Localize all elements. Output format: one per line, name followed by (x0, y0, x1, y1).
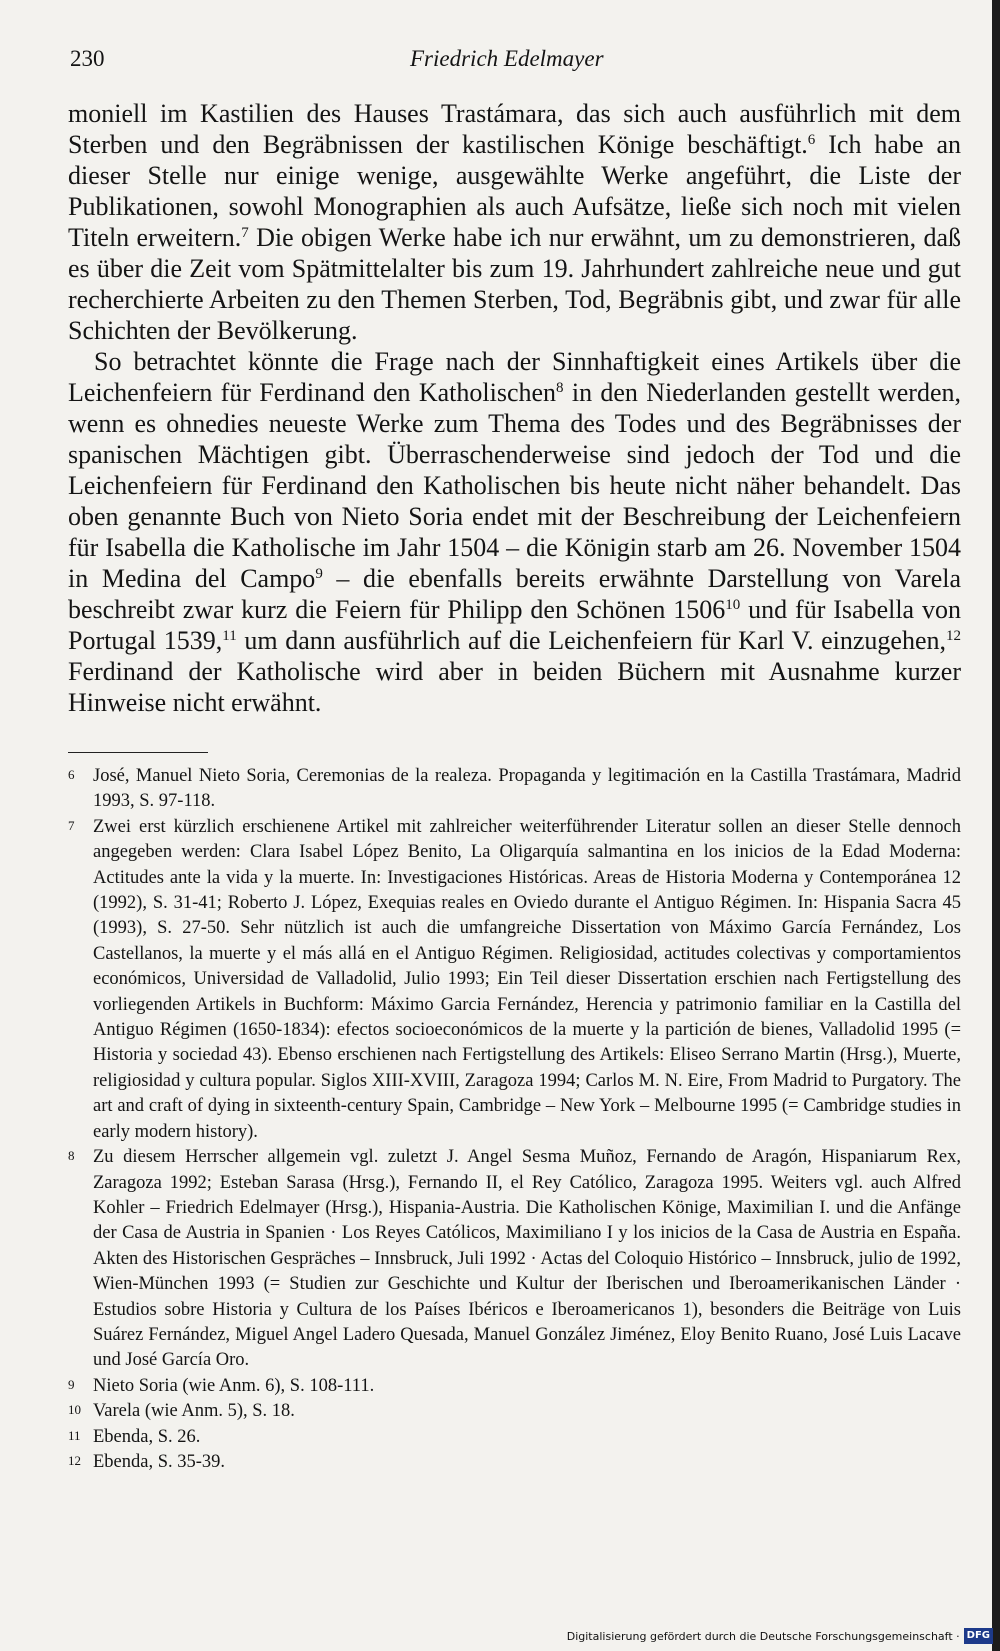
footnote-ref-10[interactable]: 10 (725, 597, 741, 613)
footnote-text: Nieto Soria (wie Anm. 6), S. 108-111. (93, 1375, 375, 1396)
paragraph-2 (68, 346, 961, 718)
digitization-footer (566, 1625, 993, 1647)
footnote-11 (68, 1425, 961, 1450)
footnote-text: Zwei erst kürzlich erschienene Artikel mit zahlreicher weiterführender Literatur sollen an dieser Stelle dennoch angegeben werden: Clara Isabel López Benito, La Oligarquía salmantina en los inicios de la Edad Moderna: Actitudes ante la vida y la muerte. In: Investigaciones Históricas. Areas de Historia Moderna y Contemporánea 12 (1992), S. 31-41; Roberto J. López, Exequias reales en Oviedo durante el Antiguo Régimen. In: Hispania Sacra 45 (1993), S. 27-50. Sehr nützlich ist auch die umfangreiche Dissertation von Máximo García Fernández, Los Castellanos, la muerte y el más allá en el Antiguo Régimen. Religiosidad, actitudes colectivas y comportamientos económicos, Universidad de Valladolid, Julio 1993; Ein Teil dieser Dissertation erschien nach Fertigstellung des vorliegenden Artikels in Buchform: Máximo Garcia Fernández, Herencia y patrimonio familiar en la Castilla del Antiguo Régimen (1650-1834): efectos socioeconómicos de la muerte y la partición de bienes, Valladolid 1995 (= Historia y sociedad 43). Ebenso erschienen nach Fertigstellung des Artikels: Eliseo Serrano Martin (Hrsg.), Muerte, religiosidad y cultura popular. Siglos XIII-XVIII, Zaragoza 1994; Carlos M. N. Eire, From Madrid to Purgatory. The art and craft of dying in sixteenth-century Spain, Cambridge – New York – Melbourne 1995 (= Cambridge studies in early modern history). (93, 816, 961, 1142)
running-head: Friedrich Edelmayer (410, 46, 604, 71)
paragraph-2-text-d: und für Isabella von Portugal 1539, (68, 595, 961, 655)
page-header (70, 46, 960, 80)
footnote-number: 12 (68, 1452, 81, 1468)
paragraph-2-text-a: So betrachtet könnte die Frage nach der Sinnhaftigkeit eines Artikels über die Leichenfeiern für Ferdinand den Katholischen (68, 347, 961, 407)
footnote-8 (68, 1145, 961, 1374)
footnote-text: Ebenda, S. 35-39. (93, 1451, 226, 1472)
footnote-ref-7[interactable]: 7 (241, 225, 249, 241)
footnote-number: 10 (68, 1402, 81, 1418)
footnote-ref-9[interactable]: 9 (315, 566, 323, 582)
footnote-9 (68, 1374, 961, 1399)
page-number: 230 (70, 46, 105, 71)
paragraph-2-text-f: Ferdinand der Katholische wird aber in beiden Büchern mit Ausnahme kurzer Hinweise nicht erwähnt. (68, 657, 961, 717)
footnote-6 (68, 764, 961, 815)
footnote-12 (68, 1450, 961, 1475)
footnote-10 (68, 1399, 961, 1424)
footnote-ref-11[interactable]: 11 (222, 628, 237, 644)
footnote-ref-6[interactable]: 6 (807, 132, 816, 148)
dfg-logo: DFG (964, 1628, 993, 1644)
footnote-7 (68, 815, 961, 1145)
footnote-text: Varela (wie Anm. 5), S. 18. (93, 1401, 295, 1422)
footnote-ref-8[interactable]: 8 (556, 380, 564, 396)
footnote-text: José, Manuel Nieto Soria, Ceremonias de la realeza. Propaganda y legitimación en la Castilla Trastámara, Madrid 1993, S. 97-118. (93, 766, 961, 812)
main-text (68, 98, 961, 718)
paragraph-2-text-e: um dann ausführlich auf die Leichenfeiern für Karl V. einzugehen, (236, 626, 946, 655)
footnote-number: 7 (68, 817, 75, 833)
footnote-number: 6 (68, 767, 75, 782)
footnote-separator (68, 752, 208, 753)
footnote-ref-12[interactable]: 12 (946, 628, 961, 644)
paragraph-2-text-b: in den Niederlanden gestellt werden, wenn es ohnedies neueste Werke zum Thema des Todes und des Begräbnisses der spanischen Mächtigen gibt. Überraschenderweise sind jedoch der Tod und die Leichenfeiern für Ferdinand den Katholischen bis heute nicht näher behandelt. Das oben genannte Buch von Nieto Soria endet mit der Beschreibung der Leichenfeiern für Isabella die Katholische im Jahr 1504 – die Königin starb am 26. November 1504 in Medina del Campo (68, 378, 961, 593)
footnotes (68, 764, 961, 1475)
paragraph-1 (68, 98, 961, 346)
digitization-note: Digitalisierung gefördert durch die Deutsche Forschungsgemeinschaft · (566, 1629, 960, 1643)
paragraph-1-text-a: moniell im Kastilien des Hauses Trastámara, das sich auch ausführlich mit dem Sterben und den Begräbnissen der kastilischen Könige beschäftigt. (68, 99, 961, 159)
footnote-number: 9 (68, 1376, 75, 1392)
footnote-text: Zu diesem Herrscher allgemein vgl. zuletzt J. Angel Sesma Muñoz, Fernando de Aragón, Hispaniarum Rex, Zaragoza 1992; Esteban Sarasa (Hrsg.), Fernando II, el Rey Católico, Zaragoza 1995. Weiters vgl. auch Alfred Kohler – Friedrich Edelmayer (Hrsg.), Hispania-Austria. Die Katholischen Könige, Maximilian I. und die Anfänge der Casa de Austria in Spanien · Los Reyes Católicos, Maximiliano I y los inicios de la Casa de Austria en España. Akten des Historischen Gespräches – Innsbruck, Juli 1992 · Actas del Coloquio Histórico – Innsbruck, julio de 1992, Wien-München 1993 (= Studien zur Geschichte und Kultur der Iberischen und Iberoamerikanischen Länder · Estudios sobre Historia y Cultura de los Países Ibéricos e Iberoamericanos 1), besonders die Beiträge von Luis Suárez Fernández, Miguel Angel Ladero Quesada, Manuel González Jiménez, Eloy Benito Ruano, José Luis Lacave und José García Oro. (93, 1147, 961, 1371)
paragraph-1-text-c: Die obigen Werke habe ich nur erwähnt, um zu demonstrieren, daß es über die Zeit vom Spätmittelalter bis zum 19. Jahrhundert zahlreiche neue und gut recherchierte Arbeiten zu den Themen Sterben, Tod, Begräbnis gibt, und zwar für alle Schichten der Bevölkerung. (68, 223, 961, 345)
footnote-number: 8 (68, 1148, 75, 1164)
scan-edge (992, 0, 1000, 1651)
paragraph-2-text-c: – die ebenfalls bereits erwähnte Darstellung von Varela beschreibt zwar kurz die Feiern für Philipp den Schönen 1506 (68, 564, 962, 624)
footnote-text: Ebenda, S. 26. (93, 1426, 201, 1447)
paragraph-1-text-b: Ich habe an dieser Stelle nur einige wenige, ausgewählte Werke angeführt, die Liste der Publikationen, sowohl Monographien als auch Aufsätze, ließe sich noch mit vielen Titeln erweitern. (68, 130, 961, 252)
footnote-number: 11 (68, 1427, 81, 1443)
